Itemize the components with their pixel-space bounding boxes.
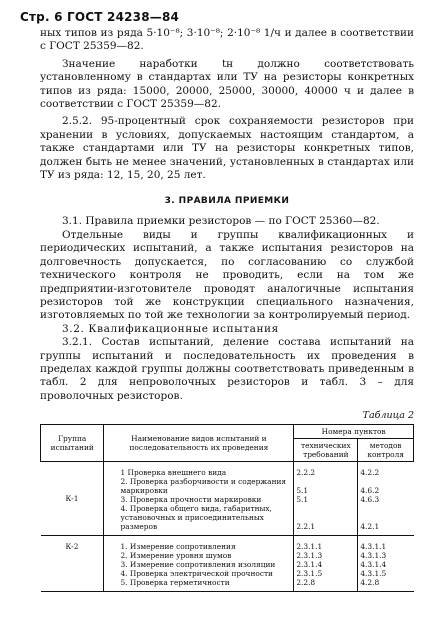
header-methods: методов контроля [358,439,414,462]
method-point: 4.2.2 [360,468,380,478]
paragraph-3-2-1: 3.2.1. Состав испытаний, деление состава испытаний на группы испытаний и последовательность их проведения в пределах каждой группы должны соответствовать приведенным в табл. 2 для непроволочных резисторов и табл. 3 – для проволочных резисторов. [40,336,414,402]
tech-point: 5.1 [296,486,309,496]
header-points: Номера пунктов [294,425,414,439]
document-body [40,27,414,592]
paragraph-2-5-2: 2.5.2. 95-процентный срок сохраняемости резисторов при хранении в условиях, допускаемых настоящим стандартом, а также стандартами или ТУ на резисторы конкретных типов, должен быть не менее значений, установленных в стандартах или ТУ из ряда: 12, 15, 20, 25 лет. [40,115,414,182]
method-point: 4.6.3 [360,495,380,505]
method-point: 4.2.8 [360,578,380,588]
page-header: Стр. 6 ГОСТ 24238—84 [20,10,180,24]
tech-point: 2.3.1.3 [296,551,323,561]
paragraph-separate-tests: Отдельные виды и группы квалификационных и периодических испытаний, а также испытания резисторов на долговечность допускается, по согласованию со службой технического контроля не проводить, если на том же предприятии-изготовителе проводят аналогичные испытания резисторов той же конструкции специального назначения, изготовляемых по той же технологии за контролируемый период. [40,228,414,322]
group-code: К-2 [41,536,104,592]
tech-point: 5.1 [296,495,309,505]
test-name: 4. Проверка общего вида, габаритных, установочных и присоединительных размеров [120,504,272,532]
header-tech: технических требований [294,439,358,462]
table-caption: Таблица 2 [362,410,414,422]
method-point: 4.3.1.1 [360,542,387,552]
tech-point: 2.3.1.4 [296,560,323,570]
test-name: 1 Проверка внешнего вида [120,468,227,478]
method-point: 4.3.1.3 [360,551,387,561]
tech-point: 2.2.2 [296,468,316,478]
paragraph-3-2: 3.2. Квалификационные испытания [62,322,279,335]
header-name: Наименование видов испытаний и последовательность их проведения [104,425,294,462]
section-title: 3. ПРАВИЛА ПРИЕМКИ [164,196,290,207]
table-row-k2 [41,536,414,592]
tech-point: 2.3.1.5 [296,569,323,579]
test-name: 2. Измерение уровня шумов [120,551,232,561]
table-2 [40,424,414,592]
test-name: 3. Измерение сопротивления изоляции [120,560,276,570]
method-point: 4.6.2 [360,486,380,496]
tech-point: 2.3.1.1 [296,542,323,552]
paragraph-continuation: ных типов из ряда 5·10⁻⁸; 3·10⁻⁸; 2·10⁻⁸ 1/ч и далее в соответствии с ГОСТ 25359—82. [40,27,414,53]
paragraph-mtbf: Значение наработки tн должно соответствовать установленному в стандартах или ТУ на резисторы конкретных типов из ряда: 15000, 20000, 25000, 30000, 40000 ч и далее в соответствии с ГОСТ 25359—82. [40,57,414,111]
test-name: 4. Проверка электрической прочности [120,569,273,579]
header-group: Группа испытаний [41,425,104,462]
method-point: 4.3.1.5 [360,569,387,579]
test-name: 5. Проверка герметичности [120,578,230,588]
group-code: К-1 [41,462,104,536]
tech-point: 2.2.1 [296,522,316,532]
test-name: 3. Проверка прочности маркировки [120,495,262,505]
table-row-k1 [41,462,414,536]
paragraph-3-1: 3.1. Правила приемки резисторов — по ГОСТ 25360—82. [62,215,380,228]
method-point: 4.3.1.4 [360,560,387,570]
tech-point: 2.2.8 [296,578,316,588]
test-name: 2. Проверка разборчивости и содержания маркировки [120,477,287,496]
test-name: 1. Измерение сопротивления [120,542,236,552]
method-point: 4.2.1 [360,522,380,532]
